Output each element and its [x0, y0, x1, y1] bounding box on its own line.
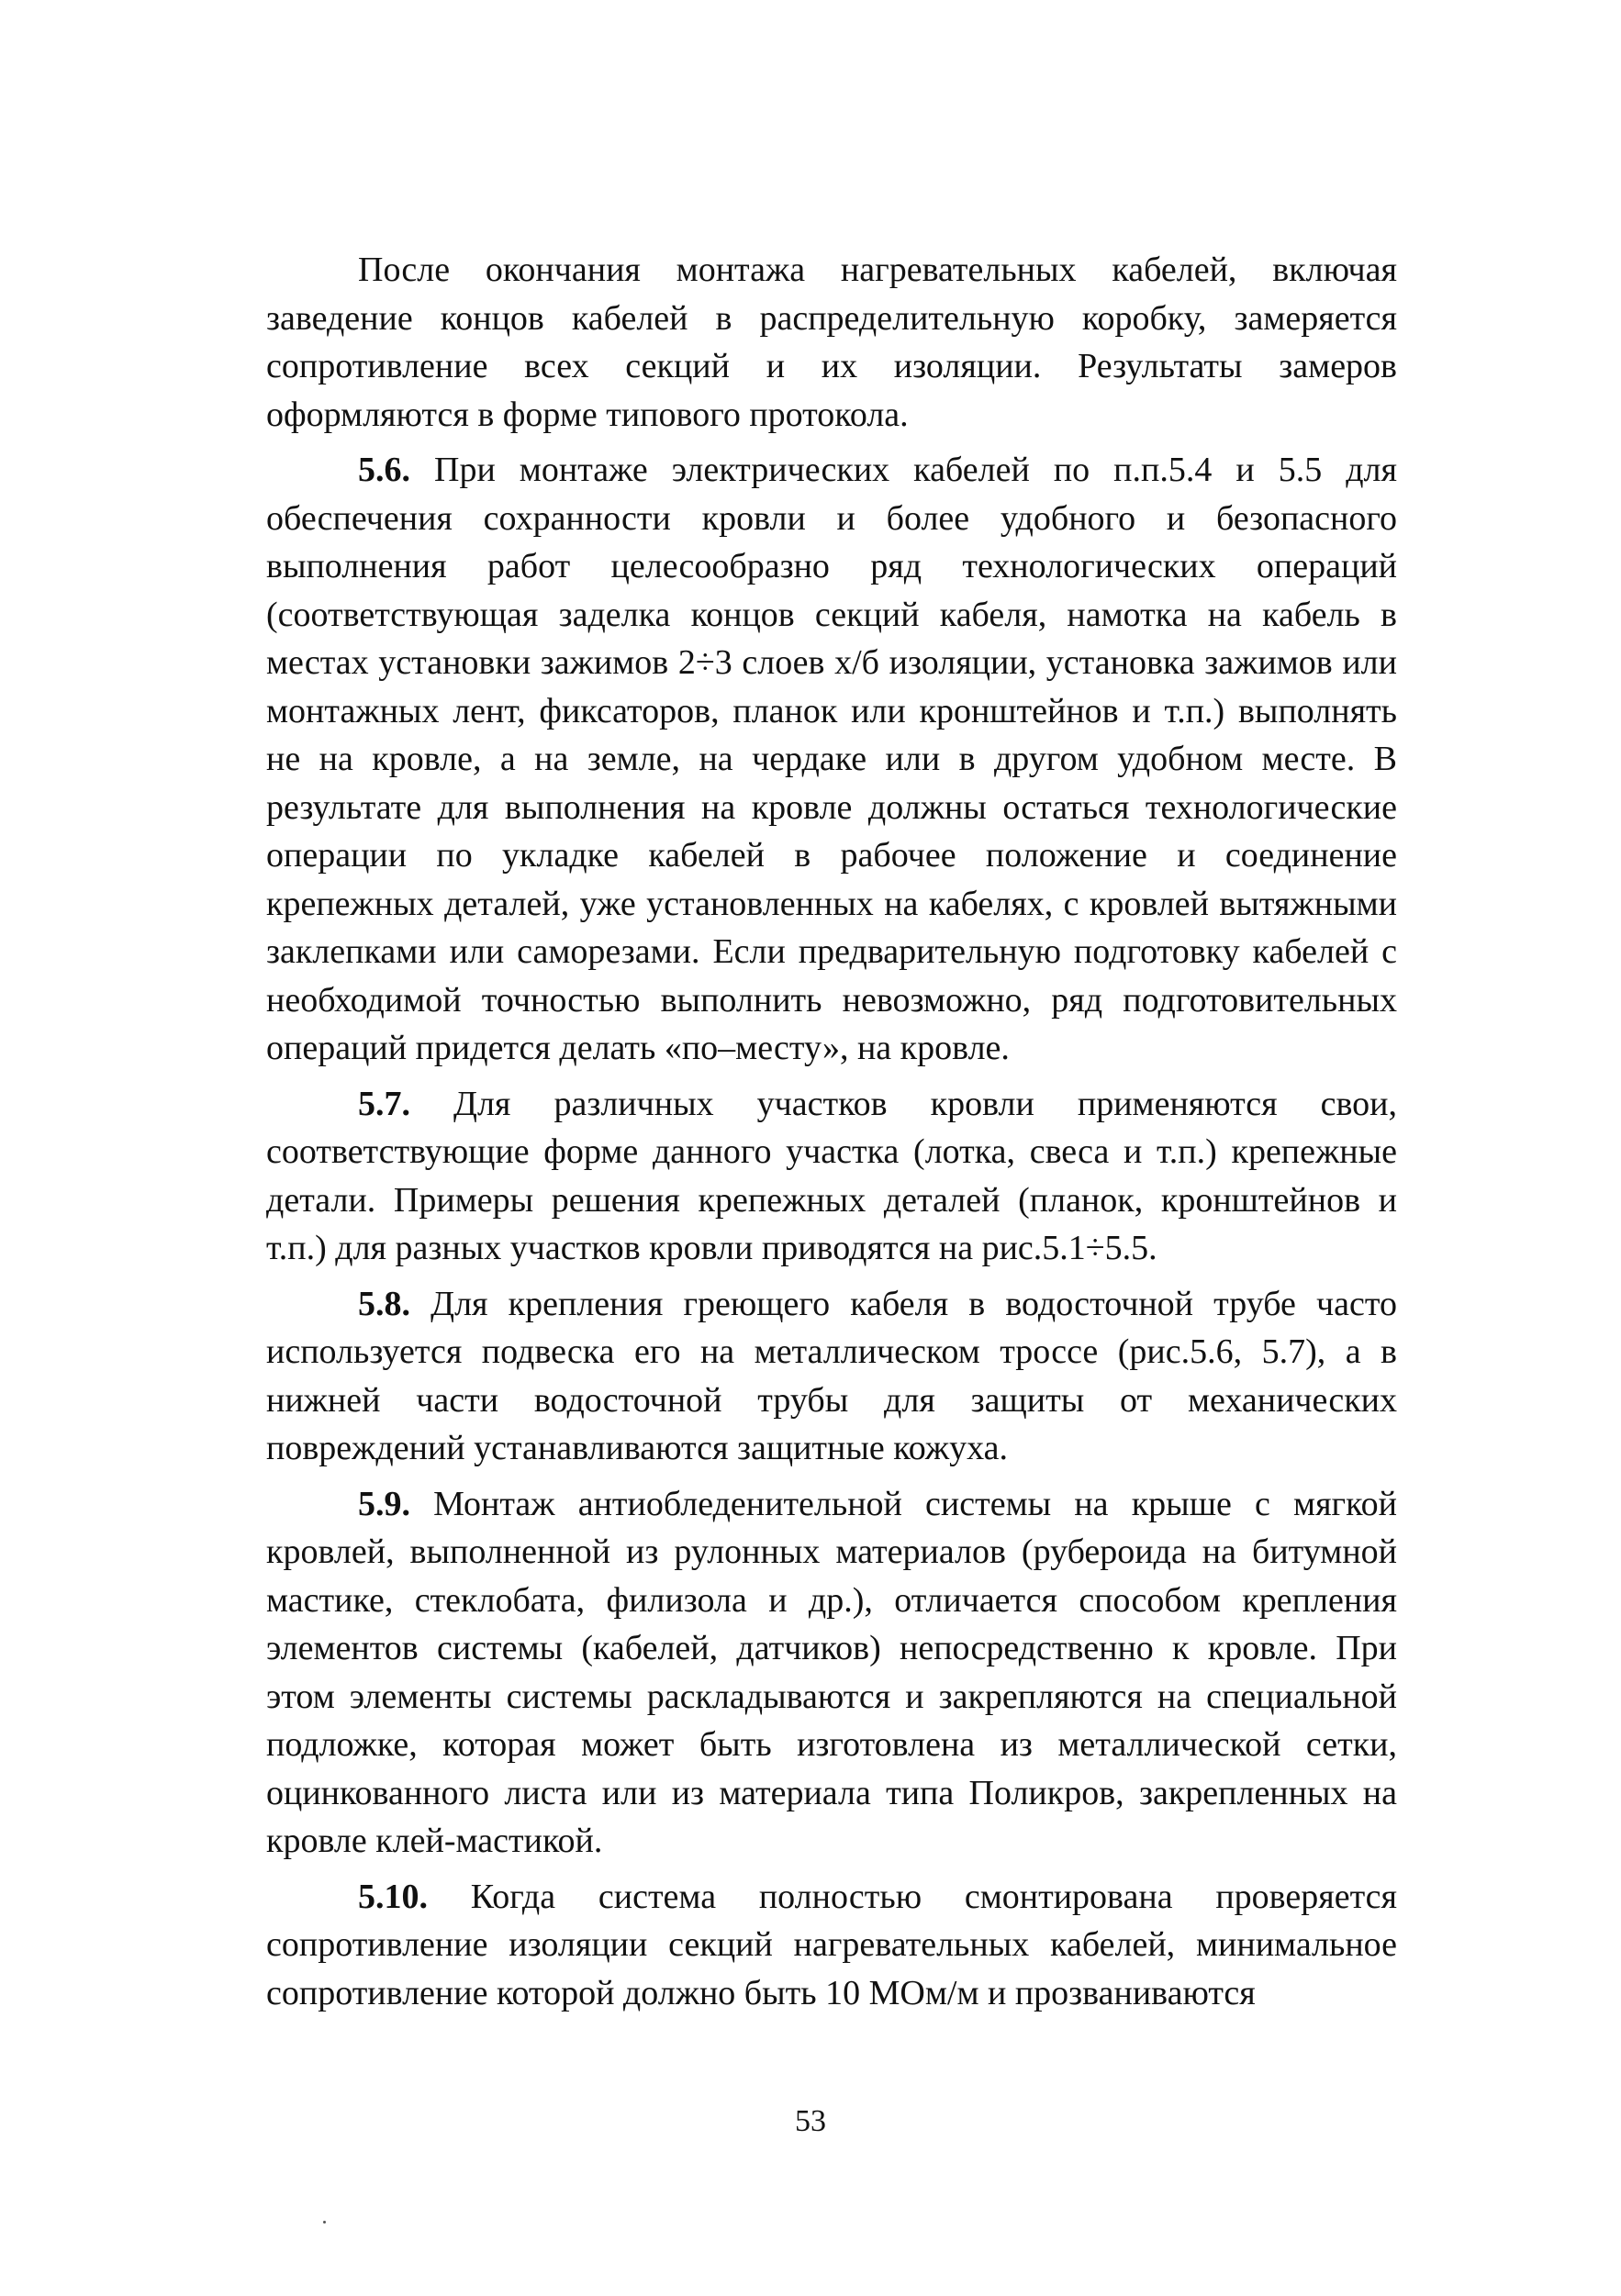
- scan-speck: [323, 2221, 326, 2224]
- section-number: 5.6.: [358, 451, 410, 489]
- paragraph-text: При монтаже электрических кабелей по п.п.5.4 и 5.5 для обеспечения сохранности кровли и более удобного и безопасного выполнения работ целесообразно ряд технологических операций (соответствующая заделка концов секций кабеля, намотка на кабель в местах установки зажимов 2÷3 слоев х/б изоляции, установка зажимов или монтажных лент, фиксаторов, планок или кронштейнов и т.п.) выполнять не на кровле, а на земле, на чердаке или в другом удобном месте. В результате для выполнения на кровле должны остаться технологические операции по укладке кабелей в рабочее положение и соединение крепежных деталей, уже установленных на кабелях, с кровлей вытяжными заклепками или саморезами. Если предварительную подготовку кабелей с необходимой точностью выполнить невозможно, ряд подготовительных операций придется делать «по–месту», на кровле.: [266, 451, 1397, 1067]
- page-number: 53: [795, 2104, 826, 2138]
- body-text: [266, 246, 1397, 2017]
- section-number: 5.7.: [358, 1084, 410, 1123]
- paragraph-text: Для различных участков кровли применяются свои, соответствующие форме данного участка (лотка, свеса и т.п.) крепежные детали. Примеры решения крепежных деталей (планок, кронштейнов и т.п.) для разных участков кровли приводятся на рис.5.1÷5.5.: [266, 1084, 1397, 1267]
- paragraph-text: Монтаж антиобледенительной системы на крыше с мягкой кровлей, выполненной из рулонных материалов (рубероида на битумной мастике, стеклобата, филизола и др.), отличается способом крепления элементов системы (кабелей, датчиков) непосредственно к кровле. При этом элементы системы раскладываются и закрепляются на специальной подложке, которая может быть изготовлена из металлической сетки, оцинкованного листа или из материала типа Поликров, закрепленных на кровле клей-мастикой.: [266, 1484, 1398, 1860]
- paragraph-intro: [266, 246, 1397, 439]
- paragraph-text: Когда система полностью смонтирована проверяется сопротивление изоляции секций нагревательных кабелей, минимальное сопротивление которой должно быть 10 МОм/м и прозваниваются: [266, 1877, 1397, 2012]
- section-number: 5.10.: [358, 1877, 428, 1916]
- paragraph-5-8: [266, 1280, 1397, 1473]
- paragraph-5-6: [266, 446, 1397, 1073]
- paragraph-text: Для крепления греющего кабеля в водосточной трубе часто используется подвеска его на металлическом троссе (рис.5.6, 5.7), а в нижней части водосточной трубы для защиты от механических повреждений устанавливаются защитные кожуха.: [266, 1284, 1398, 1467]
- section-number: 5.8.: [358, 1284, 410, 1323]
- paragraph-5-9: [266, 1480, 1397, 1866]
- paragraph-5-10: [266, 1873, 1397, 2018]
- section-number: 5.9.: [358, 1484, 410, 1523]
- paragraph-text: После окончания монтажа нагревательных кабелей, включая заведение концов кабелей в распределительную коробку, замеряется сопротивление всех секций и их изоляции. Результаты замеров оформляются в форме типового протокола.: [266, 251, 1397, 434]
- paragraph-5-7: [266, 1080, 1397, 1273]
